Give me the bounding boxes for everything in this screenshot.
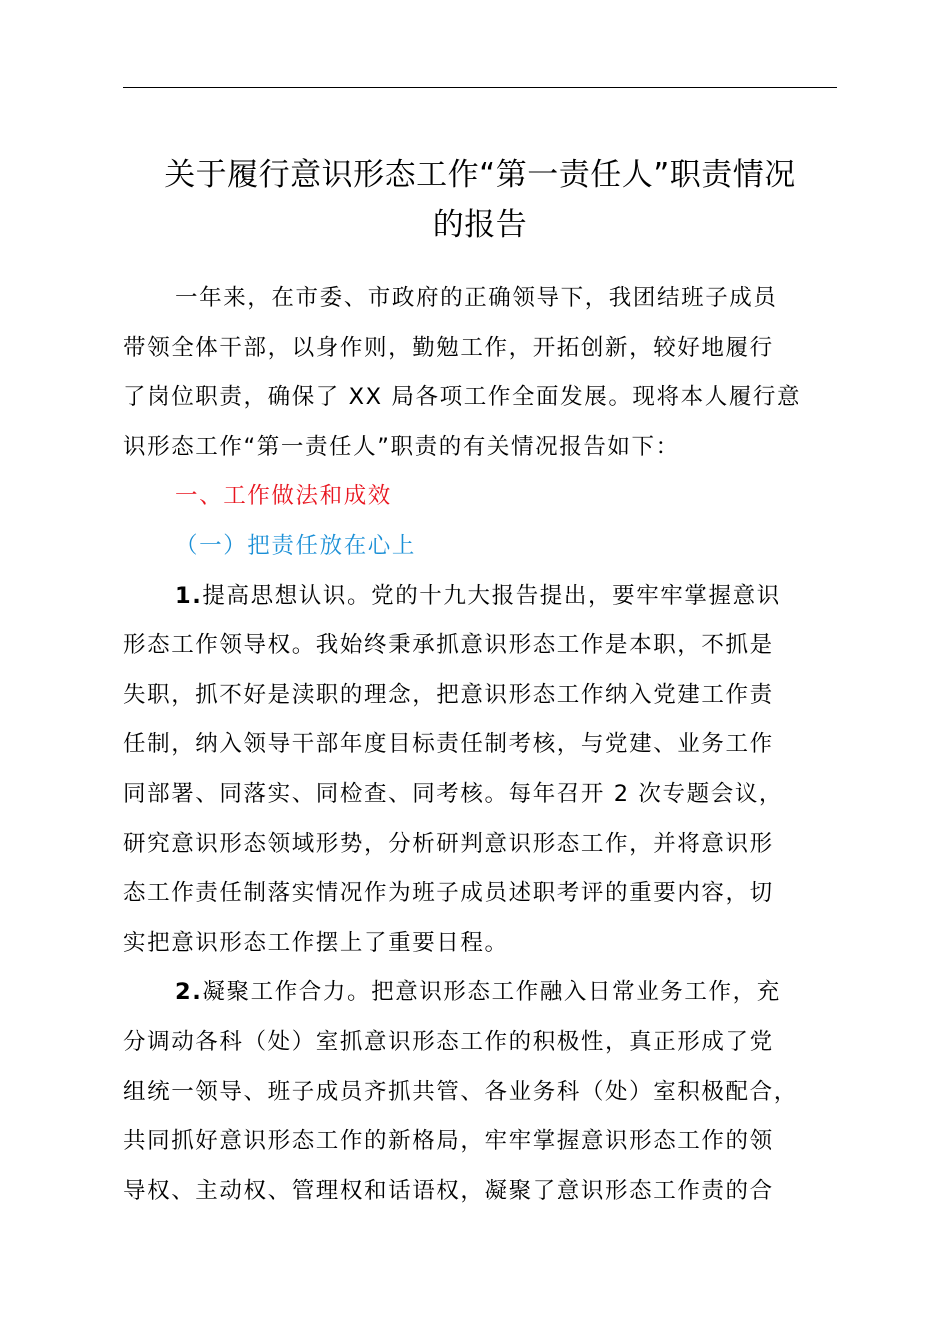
intro-line: 识形态工作“第一责任人”职责的有关情况报告如下： [123,433,680,460]
item-line: 共同抓好意识形态工作的新格局，牢牢掌握意识形态工作的领 [123,1128,774,1155]
item-line: 分调动各科（处）室抓意识形态工作的积极性，真正形成了党 [123,1028,774,1055]
item-line-text: 提高思想认识。党的十九大报告提出，要牢牢掌握意识 [202,582,781,609]
item-line: 导权、主动权、管理权和话语权，凝聚了意识形态工作责的合 [123,1177,774,1204]
subsection-heading-text: （一）把责任放在心上 [175,532,417,559]
header-rule [123,87,837,88]
item-2-paragraph [123,968,843,1216]
section-heading-text: 一、工作做法和成效 [175,483,392,510]
intro-line: 一年来，在市委、市政府的正确领导下，我团结班子成员 [175,285,778,311]
item-line: 形态工作领导权。我始终秉承抓意识形态工作是本职，不抓是 [123,632,774,659]
document-body [123,274,843,1216]
item-line: 实把意识形态工作摆上了重要日程。 [123,929,509,956]
item-line: 失职，抓不好是渎职的理念，把意识形态工作纳入党建工作责 [123,681,774,708]
item-1-paragraph [123,572,843,969]
item-line: 任制，纳入领导干部年度目标责任制考核，与党建、业务工作 [123,731,774,758]
title-line-2: 的报告 [432,207,528,243]
title-line-1: 关于履行意识形态工作“第一责任人”职责情况 [164,157,796,193]
intro-paragraph [123,274,843,472]
item-line [123,572,843,622]
intro-line: 带领全体干部，以身作则，勤勉工作，开拓创新，较好地履行 [123,334,774,361]
section-heading [123,472,843,522]
subsection-heading [123,522,843,572]
document-title [100,150,860,250]
item-line [123,968,843,1018]
item-line-text: 凝聚工作合力。把意识形态工作融入日常业务工作，充 [202,979,781,1006]
item-line: 组统一领导、班子成员齐抓共管、各业务科（处）室积极配合， [123,1078,798,1105]
item-line: 研究意识形态领域形势，分析研判意识形态工作，并将意识形 [123,830,774,857]
intro-line: 了岗位职责，确保了 XX 局各项工作全面发展。现将本人履行意 [123,384,802,411]
item-line: 态工作责任制落实情况作为班子成员述职考评的重要内容，切 [123,880,774,907]
item-number: 1. [175,582,203,609]
item-line: 同部署、同落实、同检查、同考核。每年召开 2 次专题会议， [123,780,784,807]
item-number: 2. [175,979,203,1006]
